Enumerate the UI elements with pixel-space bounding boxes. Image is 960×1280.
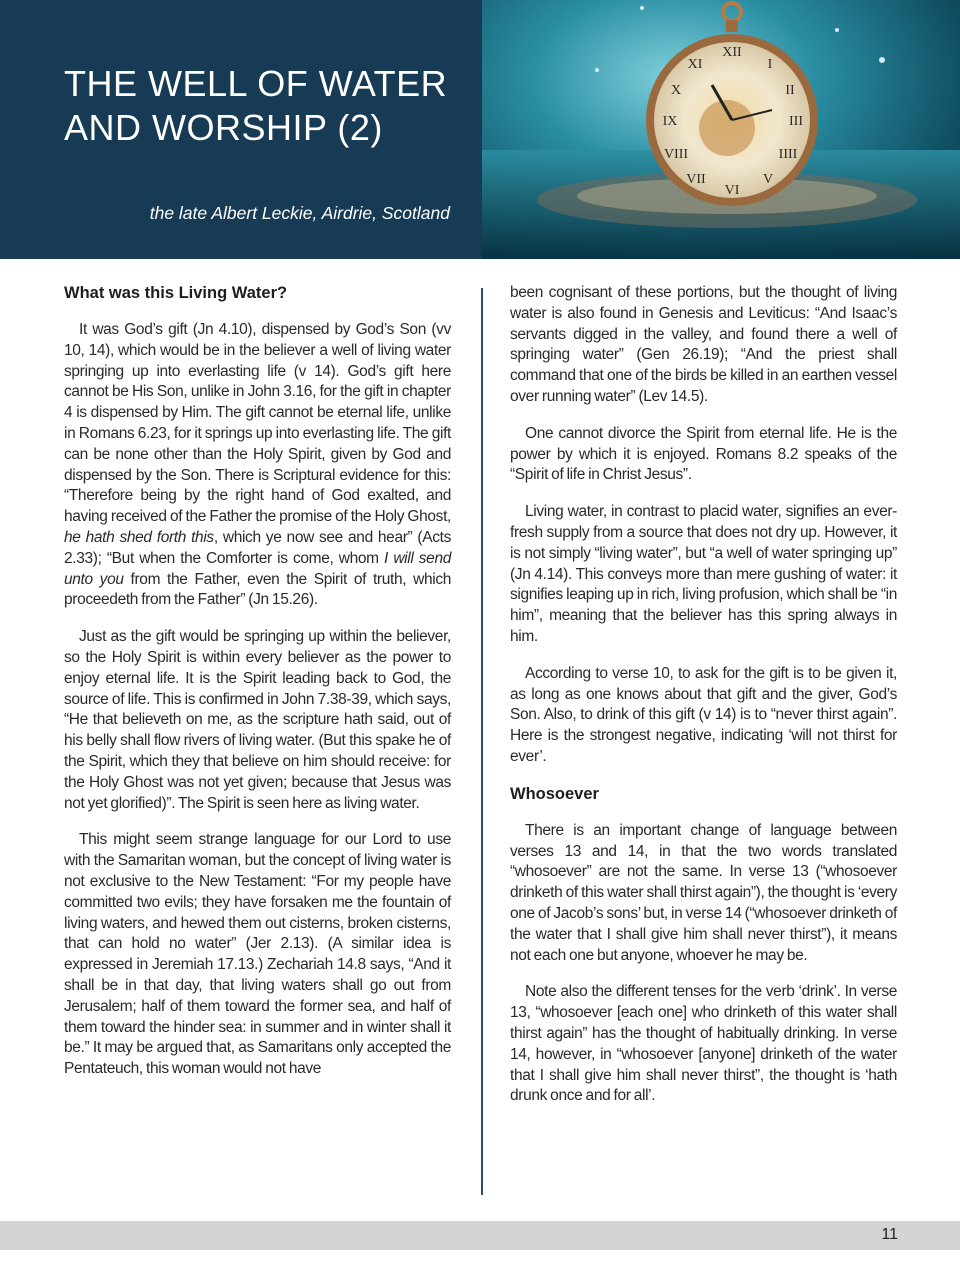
page-number: 11 [881, 1226, 898, 1243]
svg-text:XII: XII [722, 45, 742, 60]
svg-text:II: II [785, 83, 795, 98]
paragraph: Note also the different tenses for the verb ‘drink’. In verse 13, “whosoever [each one] who drinketh of this water shall thirst again” has the thought of habitually drinking. In verse 14, however, in “whosoever [anyone] drinketh of the water that I shall give him shall never thirst”, the thought is ‘hath drunk once and for all’. [510, 983, 897, 1105]
italic-quote: he hath shed forth this [64, 528, 214, 546]
paragraph: This might seem strange language for our Lord to use with the Samaritan woman, but the concept of living water is not exclusive to the New Testament: “For my people have committed two evils; they have forsaken me the fountain of living waters, and hewed them out cisterns, broken cisterns, that can hold no water” (Jer 2.13). (A similar idea is expressed in Jeremiah 17.13.) Zechariah 14.8 says, “And it shall be in that day, that living waters shall go out from Jerusalem; half of them toward the former sea, and half of them toward the hinder sea: in summer and in winter shall it be.” It may be argued that, as Samaritans only accepted the Pentateuch, this woman would not have [64, 831, 451, 1078]
svg-text:VI: VI [724, 183, 740, 198]
svg-text:VII: VII [686, 172, 706, 187]
footer-bar [0, 1221, 960, 1250]
svg-text:V: V [762, 172, 774, 187]
paragraph: One cannot divorce the Spirit from eternal life. He is the power by which it is enjoyed. Romans 8.2 speaks of the “Spirit of life in Christ Jesus”. [510, 424, 897, 484]
svg-text:IX: IX [662, 114, 678, 129]
section-heading-living-water: What was this Living Water? [64, 284, 288, 302]
paragraph: Just as the gift would be springing up within the believer, so the Holy Spirit is within every believer as the power to enjoy eternal life. It is the Spirit leading back to God, the source of life. This is confirmed in John 7.38-39, which says, “He that believeth on me, as the scripture hath said, out of his belly shall flow rivers of living water. (But this spake he of the Spirit, which they that believe on him should receive: for the Holy Ghost was not yet given; because that Jesus was not yet glorified)”. The Spirit is seen here as living water. [64, 628, 451, 812]
svg-text:VIII: VIII [663, 147, 689, 162]
pocket-watch-image [482, 0, 960, 259]
article-author: the late Albert Leckie, Airdrie, Scotland [149, 203, 450, 223]
paragraph [64, 320, 451, 611]
section-heading-whosoever: Whosoever [510, 784, 599, 803]
svg-text:IIII: IIII [778, 147, 798, 162]
text-run: It was God’s gift (Jn 4.10), dispensed by God’s Son (vv 10, 14), which would be in the believer a well of living water springing up into everlasting life (v 14). God’s gift here cannot be His Son, unlike in John 3.16, for the gift in chapter 4 is dispensed by Him. The gift cannot be eternal life, unlike in Romans 6.23, for it springs up into everlasting life. The gift can be none other than the Holy Spirit, given by God and dispensed by the Son. There is Scriptural evidence for this: “Therefore being by the right hand of God exalted, and having received of the Father the promise of the Holy Ghost, [64, 321, 451, 526]
paragraph-continued: been cognisant of these portions, but the thought of living water is also found in Genesis and Leviticus: “And Isaac’s servants digged in the valley, and found there a well of springing water” (Gen 26.19); “And the priest shall command that one of the birds be killed in an earthen vessel over running water” (Lev 14.5). [510, 284, 897, 405]
article-title: THE WELL OF WATER AND WORSHIP (2) [64, 63, 448, 148]
svg-text:III: III [789, 114, 803, 129]
text-run: from the Father, even the Spirit of truth, which proceedeth from the Father” (Jn 15.26). [64, 570, 451, 609]
paragraph: According to verse 10, to ask for the gift is to be given it, as long as one knows about that gift and the giver, God’s Son. Also, to drink of this gift (v 14) is to “never thirst again”. Here is the strongest negative, indicating ‘will not thirst for ever’. [510, 664, 897, 765]
svg-text:XI: XI [687, 57, 703, 72]
column-divider [481, 288, 483, 1195]
italic-quote: I will send unto you [64, 549, 451, 588]
paragraph: Living water, in contrast to placid water, signifies an ever-fresh supply from a source that does not dry up. However, it is not simply “living water”, but “a well of water springing up” (Jn 4.14). This conveys more than mere gushing of water: it signifies leaping up in rich, living profusion, which shall be “in him”, meaning that the believer has this spring always in him. [510, 503, 897, 645]
svg-text:I: I [767, 57, 773, 72]
header-panel [0, 0, 482, 259]
text-run: , which ye now see and hear” (Acts 2.33); “But when the Comforter is come, whom [64, 528, 451, 567]
paragraph: There is an important change of language between verses 13 and 14, in that the two words translated “whosoever” are not the same. In verse 13 (“whosoever drinketh of this water shall thirst again”), the thought is ‘every one of Jacob’s sons’ but, in verse 14 (“whosoever drinketh of the water that I shall give him shall never thirst”), it means not each one but anyone, whoever he may be. [510, 821, 897, 964]
left-column [64, 283, 451, 1080]
right-column [510, 283, 897, 1107]
pocket-watch-icon [482, 0, 960, 259]
svg-text:X: X [670, 83, 682, 98]
